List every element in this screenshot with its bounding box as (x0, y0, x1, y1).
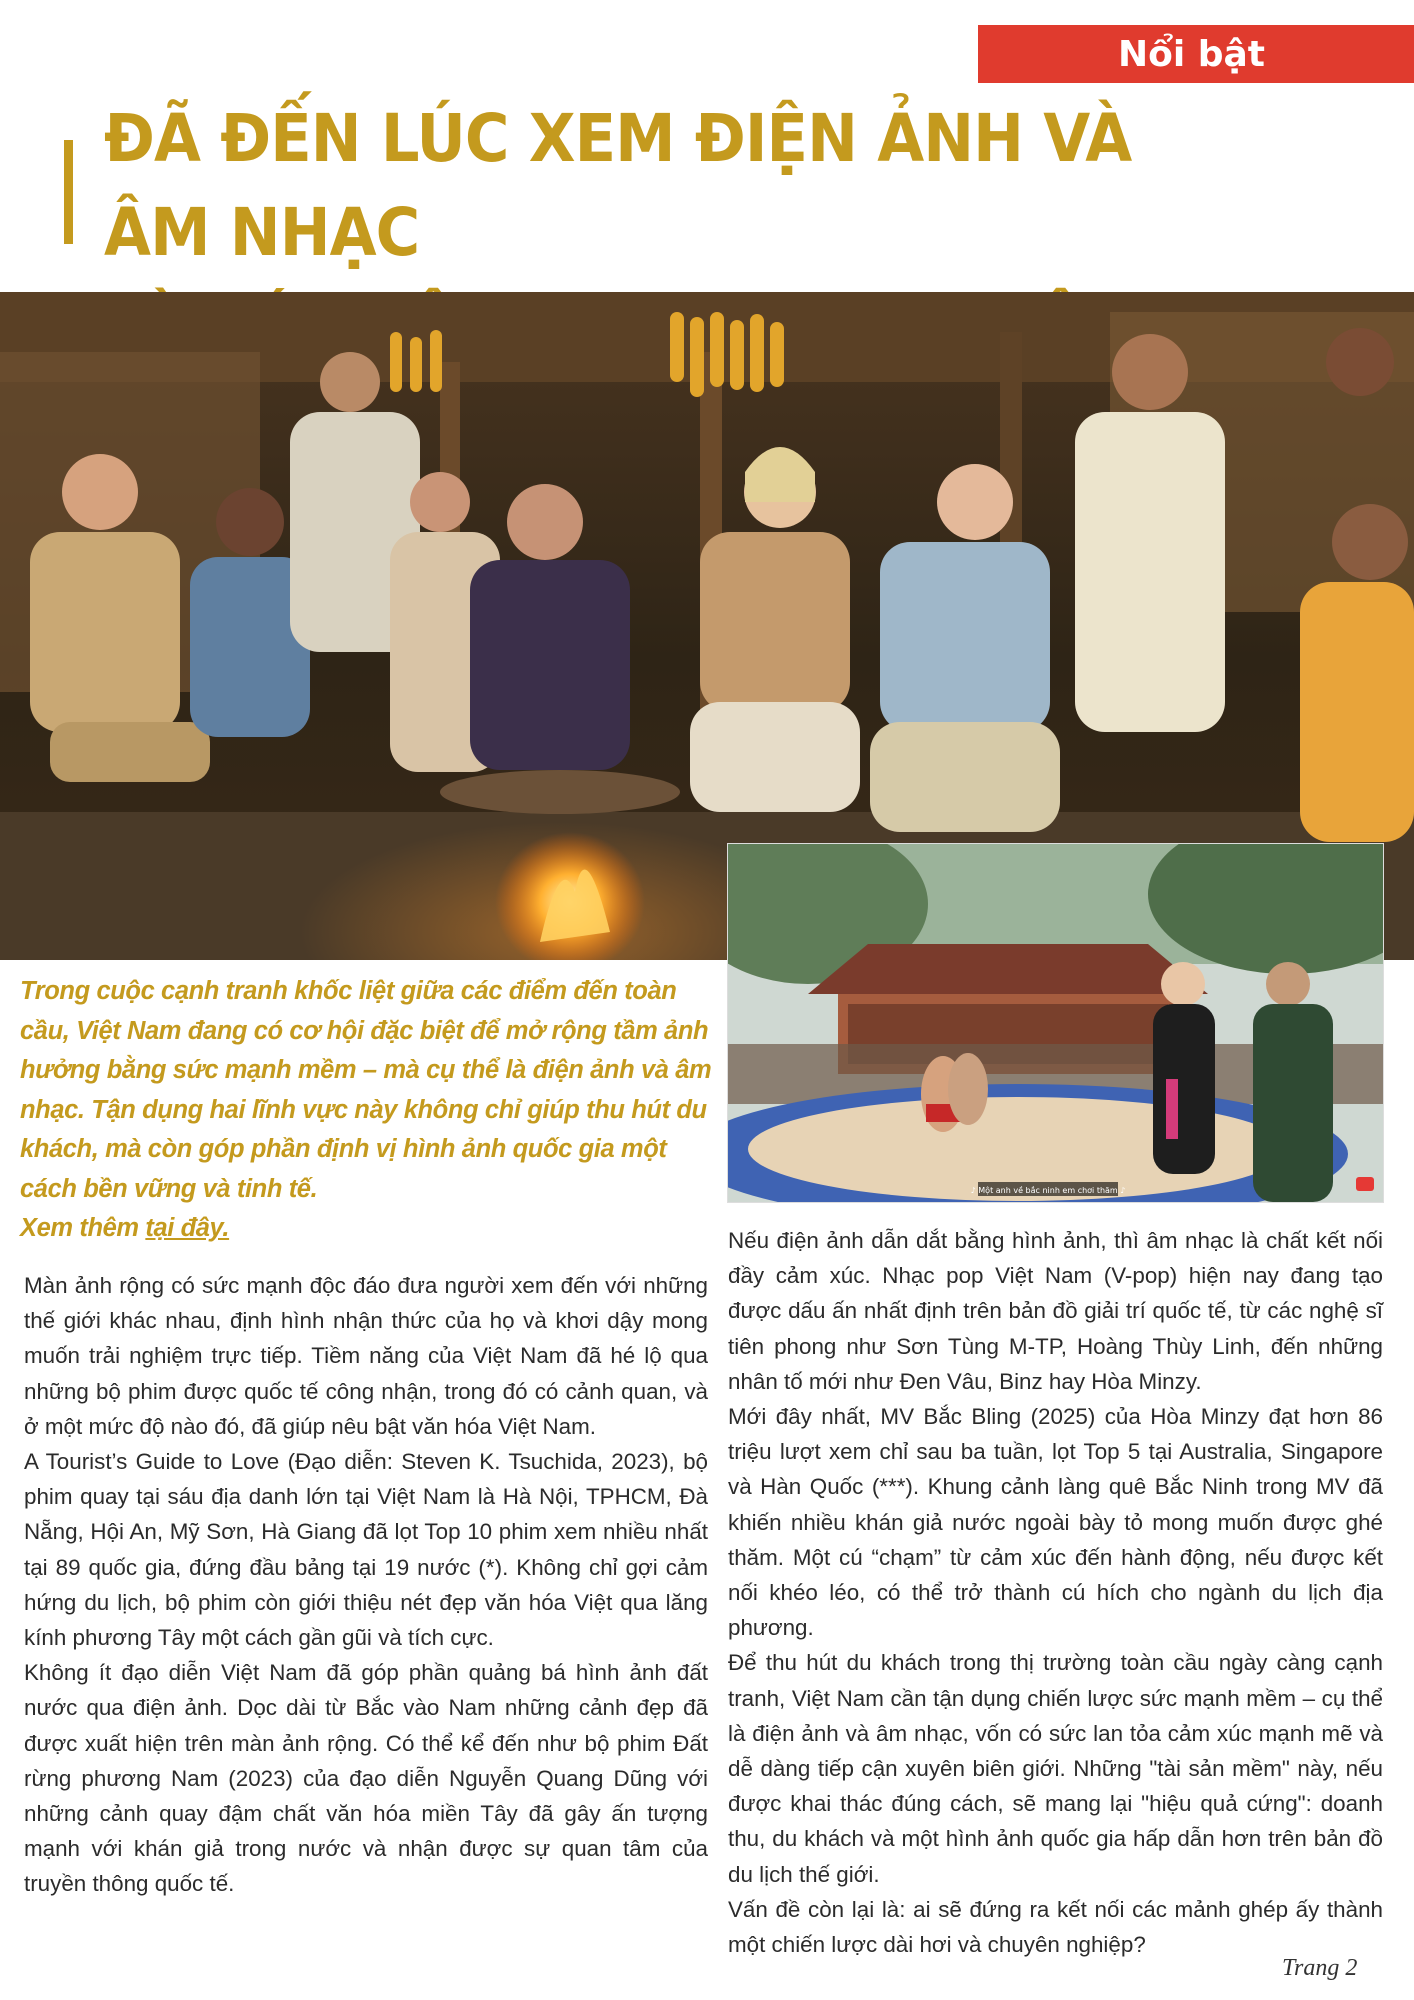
lead-text: Trong cuộc cạnh tranh khốc liệt giữa các điểm đến toàn cầu, Việt Nam đang có cơ hội đặc biệt để mở rộng tầm ảnh hưởng bằng sức mạnh mềm – mà cụ thể là điện ảnh và âm nhạc. Tận dụng hai lĩnh vực này không chỉ giúp thu hút du khách, mà còn góp phần định vị hình ảnh quốc gia một cách bền vững và tinh tế. (20, 977, 712, 1203)
left-paragraph-3: Không ít đạo diễn Việt Nam đã góp phần quảng bá hình ảnh đất nước qua điện ảnh. Dọc dài từ Bắc vào Nam những cảnh đẹp đã được xuất hiện trên màn ảnh rộng. Có thể kể đến như bộ phim Đất rừng phương Nam (2023) của đạo diễn Nguyễn Quang Dũng với những cảnh quay đậm chất văn hóa miền Tây đã gây ấn tượng mạnh với khán giả trong nước và nhận được sự quan tâm của truyền thông quốc tế. (24, 1660, 708, 1897)
headline-line-1: ĐÃ ĐẾN LÚC XEM ĐIỆN ẢNH VÀ ÂM NHẠC (104, 100, 1132, 271)
left-column (24, 1268, 708, 1902)
inset-caption: ♪ Một anh về bắc ninh em chơi thăm ♪ (970, 1186, 1126, 1195)
right-paragraph-2: Mới đây nhất, MV Bắc Bling (2025) của Hòa Minzy đạt hơn 86 triệu lượt xem chỉ sau ba tuần, lọt Top 5 tại Australia, Singapore và Hàn Quốc (***). Khung cảnh làng quê Bắc Ninh trong MV đã khiến nhiều khán giả nước ngoài bày tỏ mong muốn được ghé thăm. Một cú “chạm” từ cảm xúc đến hành động, nếu được kết nối khéo léo, có thể trở thành cú hích cho ngành du lịch địa phương. (728, 1404, 1383, 1641)
section-badge: Nổi bật (978, 25, 1414, 83)
left-paragraph-2: A Tourist’s Guide to Love (Đạo diễn: Steven K. Tsuchida, 2023), bộ phim quay tại sáu địa danh lớn tại Việt Nam là Hà Nội, TPHCM, Đà Nẵng, Hội An, Mỹ Sơn, Hà Giang đã lọt Top 10 phim xem nhiều nhất tại 89 quốc gia, đứng đầu bảng tại 19 nước (*). Không chỉ gợi cảm hứng du lịch, bộ phim còn giới thiệu nét đẹp văn hóa Việt qua lăng kính phương Tây một cách gần gũi và tích cực. (24, 1449, 708, 1651)
play-icon (1356, 1177, 1374, 1191)
right-paragraph-1: Nếu điện ảnh dẫn dắt bằng hình ảnh, thì âm nhạc là chất kết nối đầy cảm xúc. Nhạc pop Việt Nam (V-pop) hiện nay đang tạo được dấu ấn nhất định trên bản đồ giải trí quốc tế, từ các nghệ sĩ tiên phong như Sơn Tùng M-TP, Hoàng Thùy Linh, đến những nhân tố mới như Đen Vâu, Binz hay Hòa Minzy. (728, 1228, 1383, 1394)
left-paragraph-1: Màn ảnh rộng có sức mạnh độc đáo đưa người xem đến với những thế giới khác nhau, định hình nhận thức của họ và khơi dậy mong muốn trải nghiệm trực tiếp. Tiềm năng của Việt Nam đã hé lộ qua những bộ phim được quốc tế công nhận, trong đó có cảnh quan, và ở một mức độ nào đó, đã giúp nêu bật văn hóa Việt Nam. (24, 1273, 708, 1439)
right-column (728, 1223, 1383, 1962)
right-paragraph-3: Để thu hút du khách trong thị trường toàn cầu ngày càng cạnh tranh, Việt Nam cần tận dụng chiến lược sức mạnh mềm – cụ thể là điện ảnh và âm nhạc, vốn có sức lan tỏa cảm xúc mạnh mẽ và dễ dàng tiếp cận xuyên biên giới. Những "tài sản mềm" này, nếu được khai thác đúng cách, sẽ mang lại "hiệu quả cứng": doanh thu, du khách và một hình ảnh quốc gia hấp dẫn hơn trên bản đồ du lịch thế giới. (728, 1650, 1383, 1887)
right-paragraph-4: Vấn đề còn lại là: ai sẽ đứng ra kết nối các mảnh ghép ấy thành một chiến lược dài hơi và chuyên nghiệp? (728, 1896, 1383, 1958)
page-number: Trang 2 (1282, 1955, 1358, 1981)
title-accent-bar (64, 140, 73, 244)
read-more-link[interactable]: tại đây. (145, 1214, 230, 1242)
inset-photo (727, 843, 1384, 1203)
read-more-prefix: Xem thêm (20, 1214, 146, 1242)
lead-paragraph (20, 972, 720, 1249)
